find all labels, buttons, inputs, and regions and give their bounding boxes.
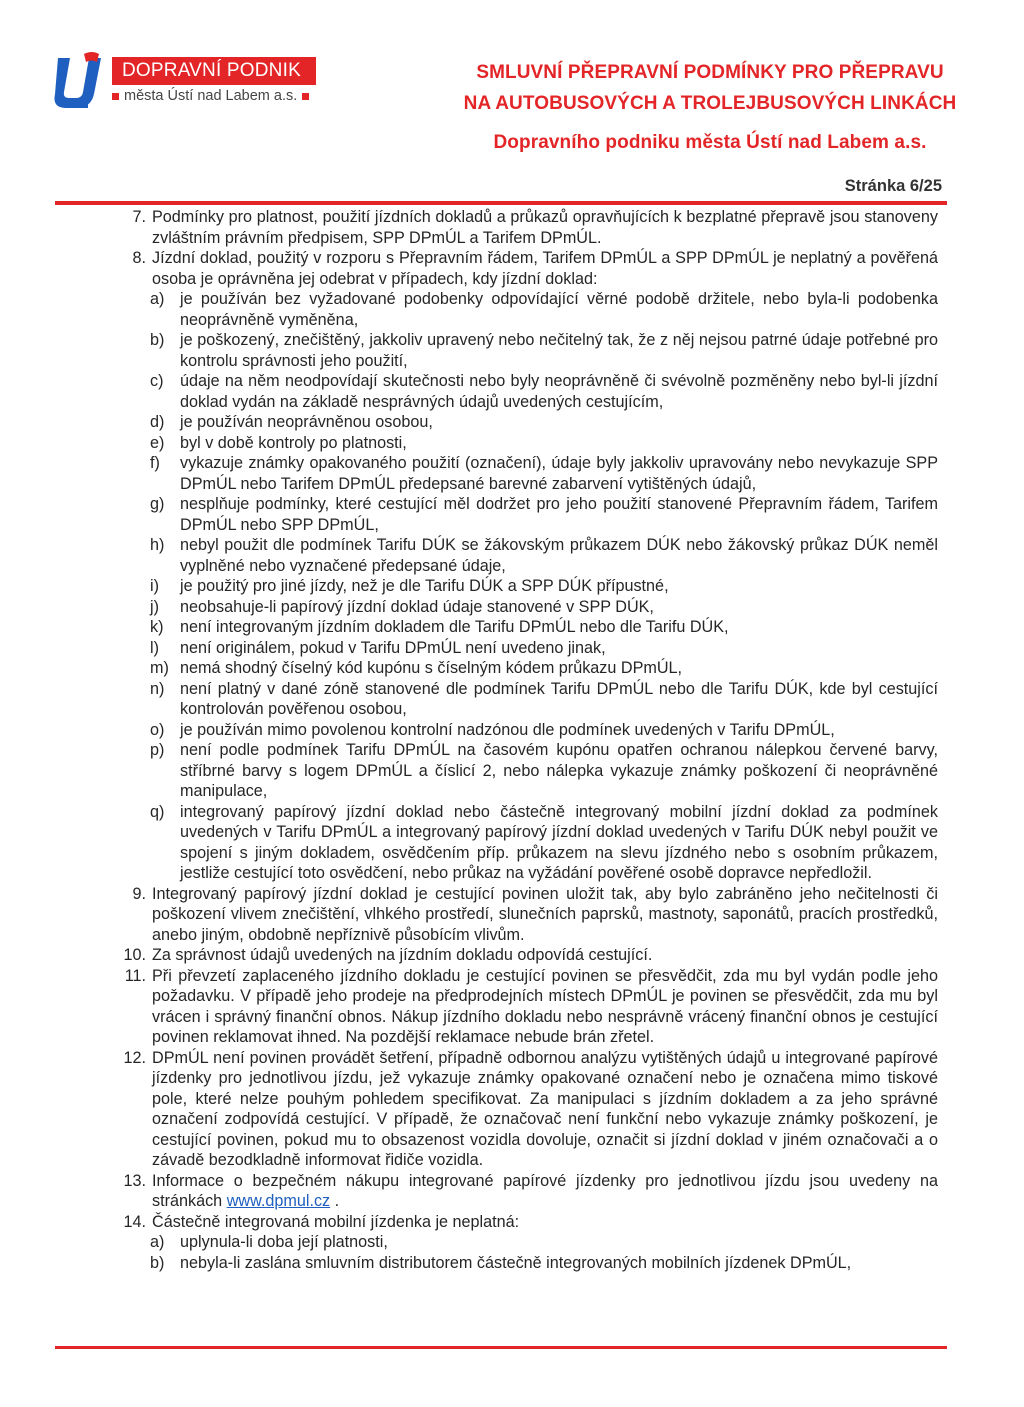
company-logo xyxy=(52,50,332,112)
website-link[interactable]: www.dpmul.cz xyxy=(226,1192,331,1210)
document-title xyxy=(440,62,980,163)
sub-letter: g) xyxy=(150,495,165,513)
sub-item xyxy=(118,371,938,412)
item-number: 8. xyxy=(132,249,146,267)
sub-letter: b) xyxy=(150,331,165,349)
sub-text: není originálem, pokud v Tarifu DPmÚL není uvedeno jinak, xyxy=(180,638,606,657)
sub-text: je používán neoprávněnou osobou, xyxy=(180,413,433,431)
sub-text: vykazuje známky opakovaného použití (označení), údaje byly jakkoliv upravovány nebo nevykazuje SPP DPmÚL nebo Tarifem DPmÚL předepsané barevné zabarvení vytištěných údajů, xyxy=(180,454,938,493)
sub-letter: e) xyxy=(150,433,165,452)
sub-letter: i) xyxy=(150,577,159,595)
item-text: Informace o bezpečném nákupu integrované papírové jízdenky pro jednotlivou jízdu jsou uvedeny na stránkách xyxy=(152,1171,938,1210)
sub-item xyxy=(118,576,938,597)
sub-item xyxy=(118,453,938,494)
sub-text: nebyl použit dle podmínek Tarifu DÚK se žákovským průkazem DÚK nebo žákovský průkaz DÚK neměl vyplněné nebo vyznačené předepsané údaje, xyxy=(180,536,938,575)
item-text: DPmÚL není povinen provádět šetření, případně odbornou analýzu vytištěných údajů u integrované papírové jízdenky pro jednotlivou jízdu, jež vykazuje známky opakované označení nebo je označena mimo tiskové pole, které nelze pouhým pohledem specifikovat. Za manipulaci s jízdním dokladem a za jeho správné označení zodpovídá cestující. V případě, že označovač není funkční nebo vykazuje známky poškození, je cestující povinen, pokud mu to obsazenost vozidla dovoluje, označit si jízdní doklad v jiném označovači a o závadě bezodkladně informovat řidiče vozidla. xyxy=(152,1048,938,1169)
title-line-1: SMLUVNÍ PŘEPRAVNÍ PODMÍNKY PRO PŘEPRAVU xyxy=(476,62,944,83)
sub-item xyxy=(118,412,938,433)
sub-letter: m) xyxy=(150,659,169,677)
list-item xyxy=(118,884,938,946)
dp-logo-icon xyxy=(52,50,110,112)
header-rule xyxy=(55,201,947,205)
logo-subtitle xyxy=(112,88,309,104)
page-number: Stránka 6/25 xyxy=(844,177,942,195)
sub-text: není platný v dané zóně stanovené dle podmínek Tarifu DPmÚL nebo dle Tarifu DÚK, kde byl cestující kontrolován pověřenou osobou, xyxy=(180,679,938,718)
sub-item xyxy=(118,330,938,371)
list-item xyxy=(118,1048,938,1171)
sub-letter: a) xyxy=(150,1233,165,1251)
item-number: 13. xyxy=(123,1171,146,1190)
title-subtitle: Dopravního podniku města Ústí nad Labem a.s. xyxy=(493,132,927,153)
footer-rule xyxy=(55,1346,947,1349)
list-item xyxy=(118,248,938,289)
sub-item xyxy=(118,494,938,535)
sub-letter: c) xyxy=(150,372,164,390)
sub-letter: f) xyxy=(150,454,160,472)
list-item xyxy=(118,1212,938,1233)
sub-letter: d) xyxy=(150,413,165,431)
sub-letter: o) xyxy=(150,720,165,739)
sub-text: je poškozený, znečištěný, jakkoliv upravený nebo nečitelný tak, že z něj nejsou patrné údaje potřebné pro kontrolu správnosti jeho použití, xyxy=(180,331,938,370)
title-line-2: NA AUTOBUSOVÝCH A TROLEJBUSOVÝCH LINKÁCH xyxy=(463,93,957,114)
sub-item xyxy=(118,433,938,454)
sub-text: nebyla-li zaslána smluvním distributorem částečně integrovaných mobilních jízdenek DPmÚL, xyxy=(180,1253,852,1272)
sub-text: uplynula-li doba její platnosti, xyxy=(180,1233,388,1251)
sub-text: integrovaný papírový jízdní doklad nebo částečně integrovaný mobilní jízdní doklad za podmínek uvedených v Tarifu DPmÚL a integrovaný papírový jízdní doklad uvedených v Tarifu DÚK nebyl použit ve spojení s jiným dokladem, osvědčením příp. průkazem na slevu jízdného nebo s osobním průkazem, jestliže cestující toto osvědčení, nebo průkaz na vyžádání pověřené osobě dopravce nepředložil. xyxy=(180,802,938,882)
item-number: 11. xyxy=(124,966,146,985)
sub-item xyxy=(118,802,938,884)
list-item xyxy=(118,207,938,248)
logo-sub-text: města Ústí nad Labem a.s. xyxy=(124,88,298,104)
sub-text: byl v době kontroly po platnosti, xyxy=(180,433,407,452)
logo-square-right xyxy=(302,93,309,100)
sub-item xyxy=(118,638,938,659)
sub-text: neobsahuje-li papírový jízdní doklad údaje stanovené v SPP DÚK, xyxy=(180,597,654,616)
sub-item xyxy=(118,617,938,638)
sub-text: je používán bez vyžadované podobenky odpovídající věrné podobě držitele, nebo byla-li podobenka neoprávněně vyměněna, xyxy=(180,290,938,329)
logo-name: DOPRAVNÍ PODNIK xyxy=(112,57,316,85)
list-item xyxy=(118,945,938,966)
sub-text: není podle podmínek Tarifu DPmÚL na časovém kupónu opatřen ochranou nálepkou červené barvy, stříbrné barvy s logem DPmÚL a číslicí 2, nebo nálepka vykazuje známky poškození či neoprávněné manipulace, xyxy=(180,741,938,800)
item-text: Při převzetí zaplaceného jízdního dokladu je cestující povinen se přesvědčit, zda mu byl vydán podle jeho požadavku. V případě jeho prodeje na předprodejních místech DPmÚL je povinen se přesvědčit, zda mu byl vrácen i správný finanční obnos. Nákup jízdního dokladu nebo nesprávně vrácený finanční obnos je cestující povinen reklamovat ihned. Na pozdější reklamace nebude brán zřetel. xyxy=(152,966,938,1046)
sub-letter: b) xyxy=(150,1253,165,1272)
sub-item xyxy=(118,658,938,679)
logo-square-left xyxy=(112,93,119,100)
item-number: 12. xyxy=(123,1048,146,1067)
sub-text: je použitý pro jiné jízdy, než je dle Tarifu DÚK a SPP DÚK přípustné, xyxy=(180,577,669,595)
sub-text: údaje na něm neodpovídají skutečnosti nebo byly neoprávněně či svévolně pozměněny nebo byl-li jízdní doklad vydán na základě nesprávných údajů uvedených cestujícím, xyxy=(180,372,938,411)
sub-item xyxy=(118,720,938,741)
sub-item xyxy=(118,679,938,720)
item-number: 10. xyxy=(123,946,146,964)
sub-letter: j) xyxy=(150,597,159,616)
sub-item xyxy=(118,1253,938,1274)
list-item xyxy=(118,1171,938,1212)
sub-letter: k) xyxy=(150,618,164,636)
sub-item xyxy=(118,597,938,618)
sub-item xyxy=(118,740,938,802)
item-text: Za správnost údajů uvedených na jízdním dokladu odpovídá cestující. xyxy=(152,946,653,964)
sub-item xyxy=(118,1232,938,1253)
sub-text: je používán mimo povolenou kontrolní nadzónou dle podmínek uvedených v Tarifu DPmÚL, xyxy=(180,720,835,739)
item-number: 14. xyxy=(123,1212,146,1231)
list-item xyxy=(118,966,938,1048)
item-text: Částečně integrovaná mobilní jízdenka je neplatná: xyxy=(152,1212,520,1231)
item-number: 7. xyxy=(132,208,146,226)
item-text-end: . xyxy=(330,1192,340,1210)
document-body xyxy=(118,207,938,1273)
sub-letter: p) xyxy=(150,741,165,759)
sub-item xyxy=(118,535,938,576)
sub-letter: n) xyxy=(150,679,165,698)
item-text: Podmínky pro platnost, použití jízdních dokladů a průkazů opravňujících k bezplatné přepravě jsou stanoveny zvláštním právním předpisem, SPP DPmÚL a Tarifem DPmÚL. xyxy=(152,208,938,247)
item-number: 9. xyxy=(132,884,146,903)
sub-letter: h) xyxy=(150,536,165,554)
sub-letter: a) xyxy=(150,290,165,308)
sub-text: není integrovaným jízdním dokladem dle Tarifu DPmÚL nebo dle Tarifu DÚK, xyxy=(180,618,729,636)
sub-text: nesplňuje podmínky, které cestující měl dodržet pro jeho použití stanovené Přepravním řádem, Tarifem DPmÚL nebo SPP DPmÚL, xyxy=(180,495,938,534)
sub-text: nemá shodný číselný kód kupónu s číselným kódem průkazu DPmÚL, xyxy=(180,659,683,677)
sub-item xyxy=(118,289,938,330)
sub-letter: l) xyxy=(150,638,159,657)
sub-letter: q) xyxy=(150,802,165,821)
item-text: Integrovaný papírový jízdní doklad je cestující povinen uložit tak, aby bylo zabráněno jeho nečitelnosti či poškození vlivem znečištění, vlhkého prostředí, slunečních paprsků, mastnoty, saponátů, pracích prostředků, anebo jiným, obdobně nepříznivě působícím vlivům. xyxy=(152,884,938,944)
item-text: Jízdní doklad, použitý v rozporu s Přepravním řádem, Tarifem DPmÚL a SPP DPmÚL je neplatný a pověřená osoba je oprávněna jej odebrat v případech, kdy jízdní doklad: xyxy=(152,249,938,288)
